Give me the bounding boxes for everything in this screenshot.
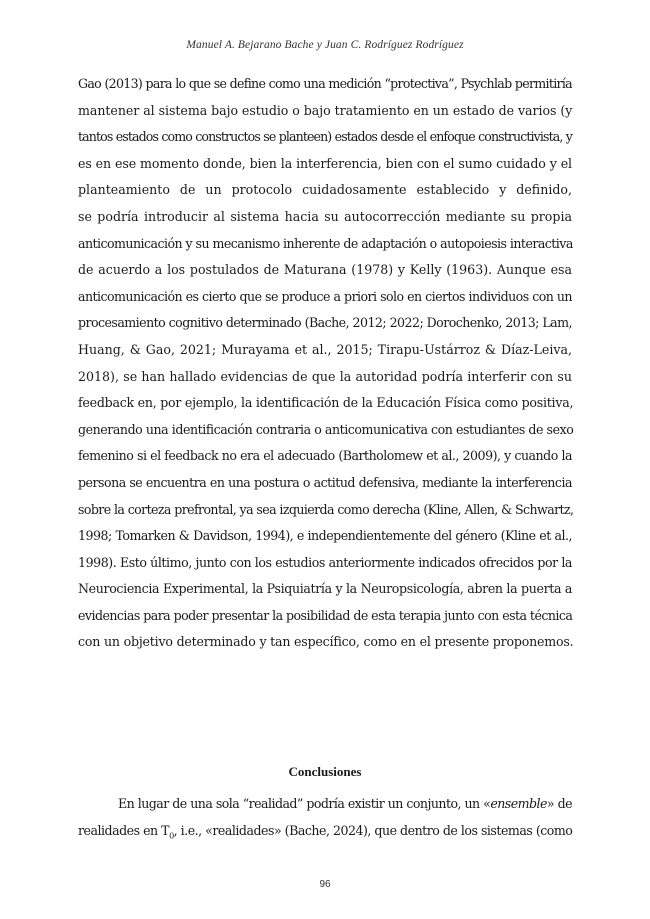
paragraph-line: persona se encuentra en una postura o actitud defensiva, mediante la interferencia xyxy=(78,474,572,490)
paragraph-line: planteamiento de un protocolo cuidadosamente establecido y definido, xyxy=(78,182,572,198)
paragraph-line: Gao (2013) para lo que se define como una medición “protectiva”, Psychlab permitiría xyxy=(78,76,572,91)
line-text: En lugar de una sola “realidad” podría existir un conjunto, un « xyxy=(118,796,491,811)
italic-term: ensemble xyxy=(490,796,547,811)
paragraph-line: generando una identificación contraria o anticomunicativa con estudiantes de sexo xyxy=(78,421,574,437)
paragraph-line: 1998; Tomarken & Davidson, 1994), e independientemente del género (Kline et al., xyxy=(78,528,572,544)
paragraph-line: sobre la corteza prefrontal, ya sea izquierda como derecha (Kline, Allen, & Schwartz, xyxy=(78,501,574,517)
paragraph-line: feedback en, por ejemplo, la identificación de la Educación Física como positiva, xyxy=(78,395,574,411)
paragraph-line: procesamiento cognitivo determinado (Bache, 2012; 2022; Dorochenko, 2013; Lam, xyxy=(78,315,572,331)
paragraph-2 xyxy=(78,791,572,850)
paragraph-line xyxy=(78,818,572,850)
paragraph-line: se podría introducir al sistema hacia su autocorrección mediante su propia xyxy=(78,208,572,224)
paragraph-line: anticomunicación y su mecanismo inherente de adaptación o autopoiesis interactiva xyxy=(78,235,573,251)
paragraph-line: evidencias para poder presentar la posibilidad de esta terapia junto con esta técnica xyxy=(78,607,573,623)
paragraph-line: tantos estados como constructos se planteen) estados desde el enfoque constructivista, y xyxy=(78,129,572,145)
paragraph-line: Huang, & Gao, 2021; Murayama et al., 2015; Tirapu-Ustárroz & Díaz-Leiva, xyxy=(78,341,572,357)
paragraph-line: 2018), se han hallado evidencias de que la autoridad podría interferir con su xyxy=(78,368,572,384)
paragraph-line: anticomunicación es cierto que se produce a priori solo en ciertos individuos con un xyxy=(78,288,572,304)
paragraph-line: Neurociencia Experimental, la Psiquiatría y la Neuropsicología, abren la puerta a xyxy=(78,581,572,597)
line-text: » de xyxy=(546,796,573,811)
section-heading: Conclusiones xyxy=(288,764,362,779)
paragraph-line: mantener al sistema bajo estudio o bajo tratamiento en un estado de varios (y xyxy=(78,102,573,118)
line-text: realidades en T xyxy=(78,822,170,838)
paragraph-line: de acuerdo a los postulados de Maturana (1978) y Kelly (1963). Aunque esa xyxy=(78,262,572,278)
paragraph-line: femenino si el feedback no era el adecuado (Bartholomew et al., 2009), y cuando la xyxy=(78,448,572,464)
paragraph-line: 1998). Esto último, junto con los estudios anteriormente indicados ofrecidos por la xyxy=(78,554,572,570)
subscript: 0 xyxy=(169,831,174,841)
page-number: 96 xyxy=(319,879,331,890)
paragraph-1 xyxy=(78,71,572,656)
paragraph-line xyxy=(78,791,572,818)
paragraph-line: es en ese momento donde, bien la interferencia, bien con el sumo cuidado y el xyxy=(78,155,572,171)
running-head: Manuel A. Bejarano Bache y Juan C. Rodríguez Rodríguez xyxy=(186,39,464,51)
paragraph-line: con un objetivo determinado y tan específico, como en el presente proponemos. xyxy=(78,634,574,650)
line-text: , i.e., «realidades» (Bache, 2024), que dentro de los sistemas (como xyxy=(173,822,573,838)
